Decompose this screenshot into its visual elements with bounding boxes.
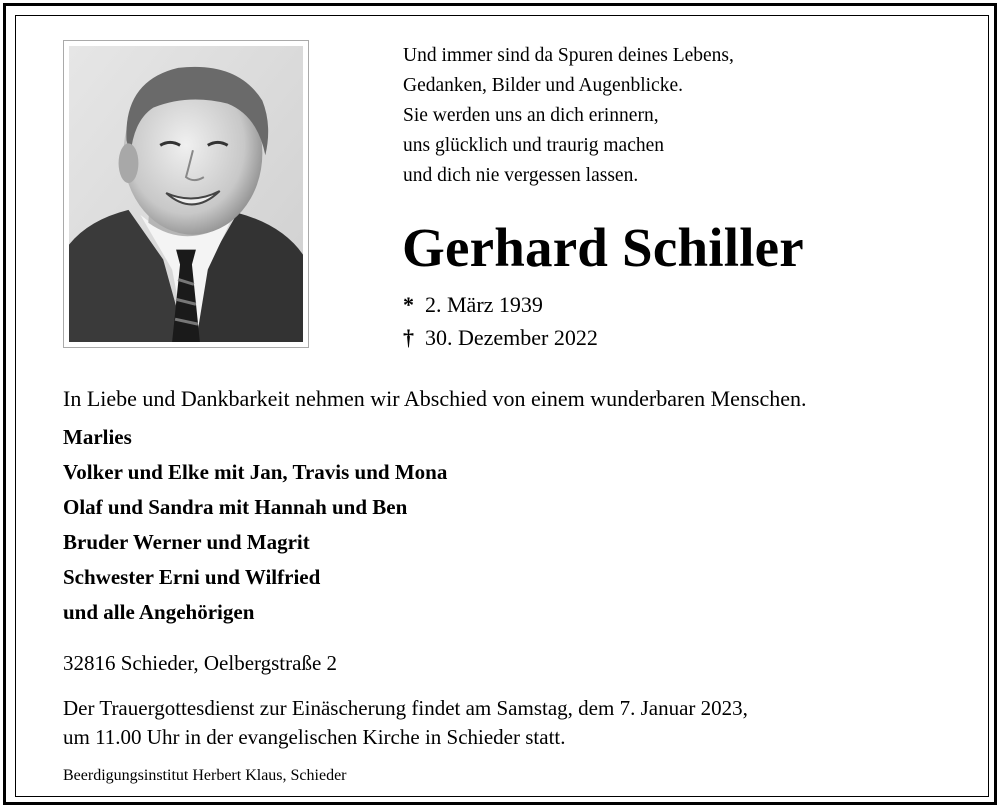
mourner-entry: Marlies xyxy=(63,425,132,449)
poem-line: Und immer sind da Spuren deines Lebens, xyxy=(403,45,734,66)
death-row xyxy=(403,321,598,354)
life-dates xyxy=(403,288,598,354)
birth-date: 2. März 1939 xyxy=(425,292,543,317)
mourner-entry: Schwester Erni und Wilfried xyxy=(63,565,321,589)
death-cross-icon: † xyxy=(403,325,414,350)
birth-row xyxy=(403,288,598,321)
mourner-entry: Volker und Elke mit Jan, Travis und Mona xyxy=(63,460,448,484)
poem-line: uns glücklich und traurig machen xyxy=(403,135,665,156)
portrait-photo-frame xyxy=(63,40,309,348)
farewell-intro: In Liebe und Dankbarkeit nehmen wir Abschied von einem wunderbaren Menschen. xyxy=(63,386,807,411)
poem-line: und dich nie vergessen lassen. xyxy=(403,165,639,186)
mourner-entry: und alle Angehörigen xyxy=(63,600,255,624)
portrait-photo xyxy=(69,46,303,342)
undertaker-credit: Beerdigungsinstitut Herbert Klaus, Schieder xyxy=(63,767,347,784)
mourners-list xyxy=(63,420,447,630)
funeral-service-info xyxy=(63,694,748,752)
deceased-name: Gerhard Schiller xyxy=(402,217,804,278)
obituary-frame xyxy=(3,3,997,805)
mourner-entry: Bruder Werner und Magrit xyxy=(63,530,310,554)
poem-line: Gedanken, Bilder und Augenblicke. xyxy=(403,75,683,96)
service-line: um 11.00 Uhr in der evangelischen Kirche in Schieder statt. xyxy=(63,725,566,749)
birth-star-icon: * xyxy=(403,292,414,317)
poem-line: Sie werden uns an dich erinnern, xyxy=(403,105,659,126)
death-date: 30. Dezember 2022 xyxy=(425,325,598,350)
poem-verse xyxy=(403,41,734,191)
family-address: 32816 Schieder, Oelbergstraße 2 xyxy=(63,651,338,675)
obituary-inner-border xyxy=(15,15,989,797)
mourner-entry: Olaf und Sandra mit Hannah und Ben xyxy=(63,495,408,519)
service-line: Der Trauergottesdienst zur Einäscherung findet am Samstag, dem 7. Januar 2023, xyxy=(63,696,748,720)
